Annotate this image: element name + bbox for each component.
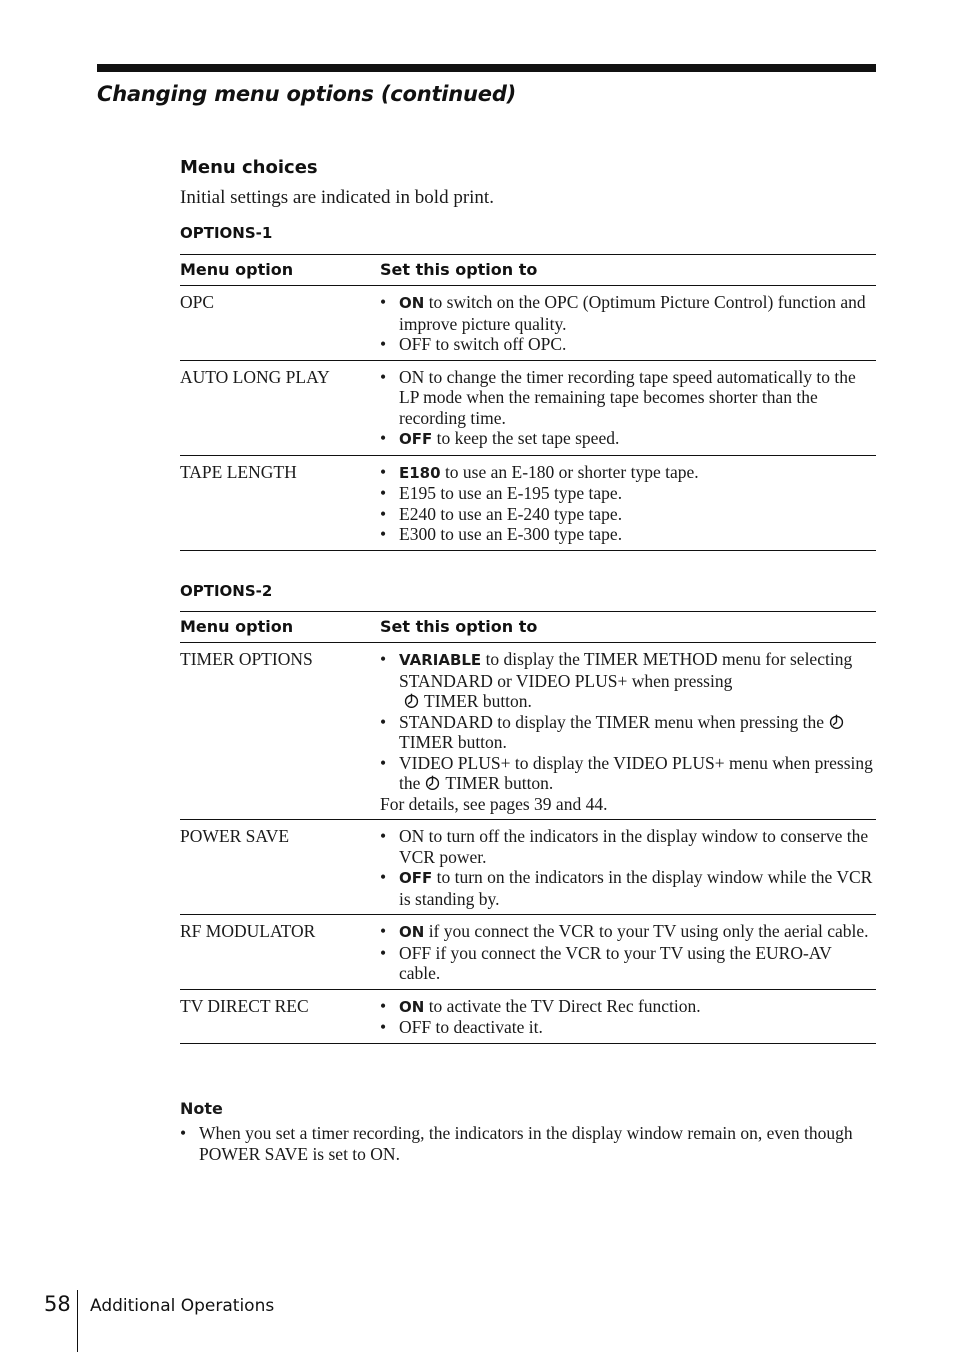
initial-setting-keyword: OFF [399, 869, 433, 887]
choice-text: VIDEO PLUS+ to display the VIDEO PLUS+ menu when pressing the [399, 752, 873, 793]
list-item: • ON to activate the TV Direct Rec function. [380, 995, 701, 1016]
column-header: Set this option to [380, 255, 876, 286]
column-header: Menu option [180, 255, 380, 286]
choice-text: OFF to deactivate it. [399, 1017, 543, 1037]
initial-setting-keyword: ON [399, 294, 425, 312]
list-item: • STANDARD to display the TIMER menu when pressing theTIMER button. [380, 712, 876, 753]
option-description [380, 820, 876, 915]
list-item: • OFF to deactivate it. [380, 1017, 543, 1037]
choice-text: E240 to use an E-240 type tape. [399, 503, 623, 524]
table-row [180, 643, 876, 820]
choice-text: to use an E-180 or shorter type tape. [440, 461, 699, 482]
initial-setting-keyword: E180 [399, 463, 441, 482]
menu-option-name: OPC [180, 286, 380, 361]
menu-option-name: TAPE LENGTH [180, 455, 380, 550]
section-title: Changing menu options (continued) [97, 82, 517, 106]
option-description [380, 360, 876, 455]
note-item: • When you set a timer recording, the indicators in the display window remain on, even though POWER SAVE is set to ON. [180, 1123, 853, 1164]
choice-text: to activate the TV Direct Rec function. [424, 995, 701, 1016]
choice-list [380, 996, 876, 1038]
option-description [380, 286, 876, 361]
list-item: • ON to change the timer recording tape speed automatically to the LP mode when the remaining tape becomes shorter than the recording time. [380, 366, 856, 428]
footer-section: Additional Operations [90, 1296, 275, 1316]
timer-clock-icon [828, 713, 845, 730]
list-item: • VIDEO PLUS+ to display the VIDEO PLUS+ menu when pressing the TIMER button. [380, 752, 873, 793]
list-item: • OFF to keep the set tape speed. [380, 428, 620, 448]
list-item: • OFF to switch off OPC. [380, 334, 567, 354]
menu-option-name: RF MODULATOR [180, 915, 380, 990]
options1-table [180, 254, 876, 551]
column-header: Set this option to [380, 612, 876, 643]
table-header-row [180, 612, 876, 643]
choice-text: E300 to use an E-300 type tape. [399, 524, 623, 544]
menu-option-name: POWER SAVE [180, 820, 380, 915]
option-description [380, 455, 876, 550]
footer-divider [77, 1290, 78, 1352]
choice-text: OFF to switch off OPC. [399, 334, 567, 354]
choice-list [380, 649, 876, 794]
choice-list [380, 462, 876, 545]
list-item: • E300 to use an E-300 type tape. [380, 524, 623, 544]
timer-clock-icon [424, 774, 441, 791]
intro-text: Initial settings are indicated in bold print. [180, 187, 494, 208]
choice-text: TIMER button. [445, 773, 554, 793]
timer-clock-icon [403, 692, 420, 709]
choice-text: to turn on the indicators in the display window while the VCR is standing by. [399, 867, 873, 909]
choice-text: OFF if you connect the VCR to your TV using the EURO-AV cable. [399, 942, 832, 983]
list-item: • E180 to use an E-180 or shorter type tape. [380, 461, 699, 482]
initial-setting-keyword: ON [399, 997, 425, 1016]
details-reference: For details, see pages 39 and 44. [380, 793, 608, 814]
choice-list [380, 826, 876, 909]
initial-setting-keyword: ON [399, 923, 425, 941]
choice-list [380, 292, 876, 355]
list-item: • ON if you connect the VCR to your TV using only the aerial cable. [380, 921, 869, 941]
option-description [380, 915, 876, 990]
choice-text: if you connect the VCR to your TV using only the aerial cable. [424, 921, 869, 941]
initial-setting-keyword: OFF [399, 430, 433, 448]
option-description [380, 643, 876, 820]
choice-list [380, 367, 876, 450]
list-item: • VARIABLE to display the TIMER METHOD menu for selecting STANDARD or VIDEO PLUS+ when pressing TIMER button. [380, 649, 853, 711]
list-item: • ON to turn off the indicators in the display window to conserve the VCR power. [380, 826, 869, 867]
options1-label: OPTIONS-1 [180, 224, 273, 242]
choice-text: E195 to use an E-195 type tape. [399, 483, 623, 503]
menu-option-name: TV DIRECT REC [180, 989, 380, 1043]
list-item: • E240 to use an E-240 type tape. [380, 503, 623, 524]
table-row [180, 360, 876, 455]
table-row [180, 820, 876, 915]
page-number: 58 [44, 1292, 71, 1316]
list-item: • E195 to use an E-195 type tape. [380, 483, 623, 503]
choice-text: STANDARD to display the TIMER menu when pressing the [399, 711, 825, 732]
list-item: • ON to switch on the OPC (Optimum Picture Control) function and improve picture quality. [380, 292, 866, 334]
list-item: • OFF to turn on the indicators in the display window while the VCR is standing by. [380, 867, 873, 909]
table-row [180, 286, 876, 361]
initial-setting-keyword: VARIABLE [399, 651, 482, 669]
choice-text: TIMER button. [424, 691, 532, 711]
choice-text: ON to turn off the indicators in the display window to conserve the VCR power. [399, 826, 869, 867]
menu-option-name: AUTO LONG PLAY [180, 360, 380, 455]
options2-table [180, 611, 876, 1044]
note-text: When you set a timer recording, the indicators in the display window remain on, even though POWER SAVE is set to ON. [199, 1123, 853, 1164]
column-header: Menu option [180, 612, 380, 643]
menu-option-name: TIMER OPTIONS [180, 643, 380, 820]
choice-list [380, 921, 876, 984]
choice-text: to display the TIMER METHOD menu for selecting STANDARD or VIDEO PLUS+ when pressing [399, 649, 853, 691]
table-row [180, 455, 876, 550]
top-rule [97, 64, 876, 72]
choice-text: TIMER button. [399, 732, 507, 752]
note-list [180, 1123, 876, 1164]
option-description [380, 989, 876, 1043]
choice-text: ON to change the timer recording tape speed automatically to the LP mode when the remaining tape becomes shorter than the recording time. [399, 366, 856, 428]
note-title: Note [180, 1099, 223, 1118]
choice-text: to keep the set tape speed. [432, 428, 620, 448]
list-item: • OFF if you connect the VCR to your TV using the EURO-AV cable. [380, 942, 832, 983]
table-row [180, 915, 876, 990]
table-row [180, 989, 876, 1043]
options2-label: OPTIONS-2 [180, 582, 273, 600]
choice-text: to switch on the OPC (Optimum Picture Control) function and improve picture quality. [399, 292, 866, 334]
table-header-row [180, 255, 876, 286]
menu-choices-heading: Menu choices [180, 157, 318, 178]
